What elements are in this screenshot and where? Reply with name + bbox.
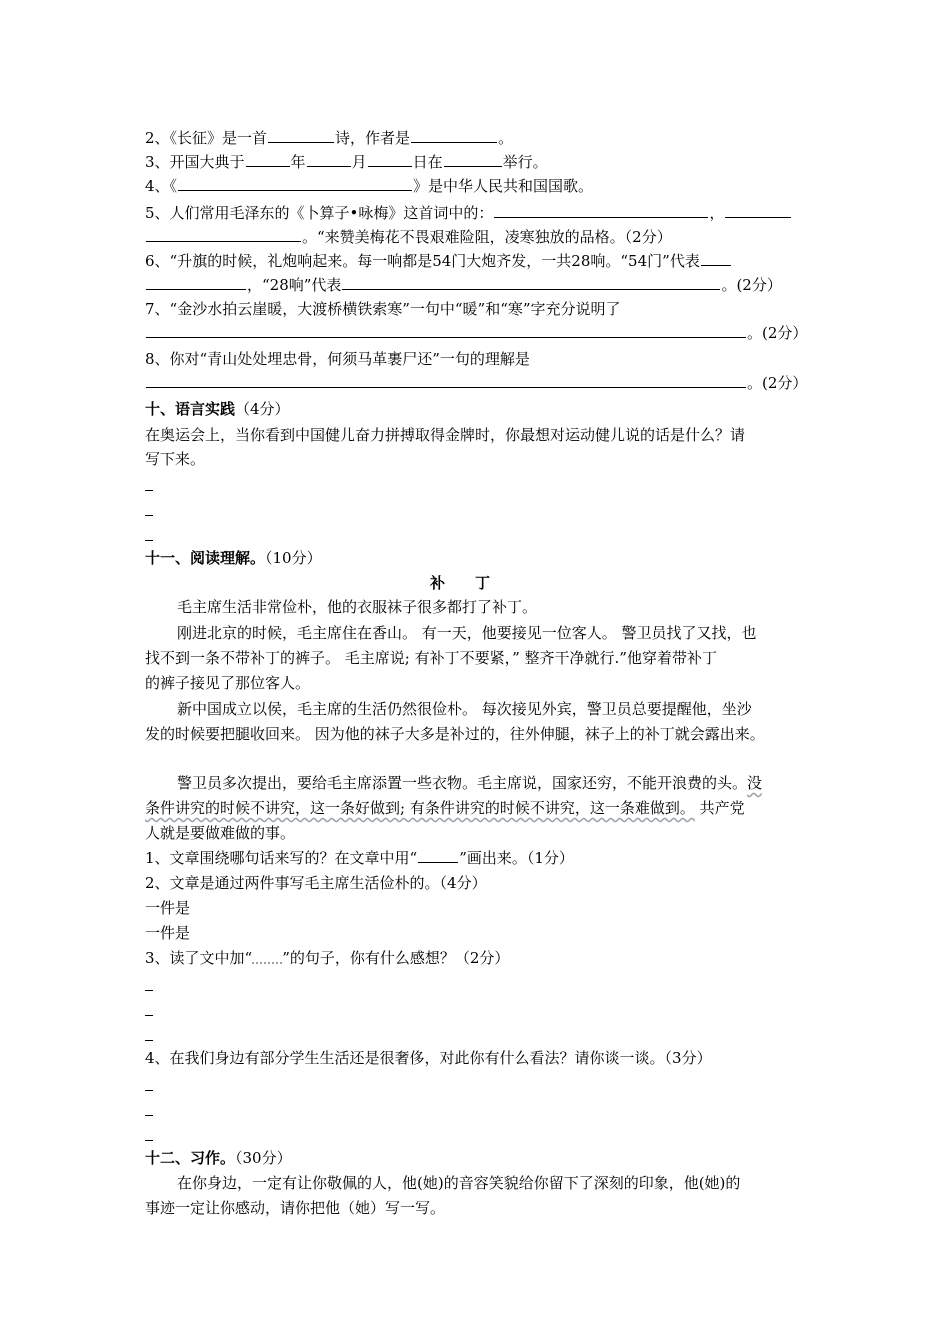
blank xyxy=(411,127,497,143)
answer-line xyxy=(145,990,153,991)
passage-paragraph-cont: 发的时候要把腿收回来。 因为他的袜子大多是补过的，往外伸腿，袜子上的补丁就会露出来。 xyxy=(145,725,765,743)
reading-question-3: 3、读了文中加“ ”的句子，你有什么感想？（2分） xyxy=(145,949,510,967)
question-5-line-1: 5、人们常用毛泽东的《卜算子•咏梅》这首词中的： ， xyxy=(145,202,792,224)
question-7-line-2: 。(2分） xyxy=(145,322,807,344)
section-12-heading: 十二、习作。（30分） xyxy=(145,1149,292,1167)
passage-paragraph-cont: 人就是要做难做的事。 xyxy=(145,824,296,842)
answer-line xyxy=(145,540,153,541)
passage-paragraph: 刚进北京的时候，毛主席住在香山。 有一天，他要接见一位客人。 警卫员找了又找，也 xyxy=(177,624,757,642)
blank xyxy=(494,202,708,218)
question-6-line-2: ，“28响”代表 。(2分） xyxy=(145,274,782,296)
passage-title: 补丁 xyxy=(429,574,520,592)
blank xyxy=(146,322,746,338)
answer-line xyxy=(145,490,153,491)
reading-question-1: 1、文章围绕哪句话来写的？在文章中用“ ”画出来。（1分） xyxy=(145,849,574,867)
answer-line xyxy=(145,515,153,516)
wavy-mark xyxy=(252,954,282,964)
answer-line: 一件是 xyxy=(145,899,191,917)
blank xyxy=(444,151,502,167)
section-10-prompt-2: 写下来。 xyxy=(145,450,206,468)
composition-prompt: 在你身边，一定有让你敬佩的人，他(她)的音容笑貌给你留下了深刻的印象，他(她)的 xyxy=(177,1174,741,1192)
answer-line xyxy=(145,1015,153,1016)
blank xyxy=(246,151,290,167)
section-10-prompt: 在奥运会上，当你看到中国健儿奋力拼搏取得金牌时，你最想对运动健儿说的话是什么？请 xyxy=(145,426,746,444)
blank xyxy=(342,274,720,290)
question-8-line-1: 8、你对“青山处处埋忠骨，何须马革裹尸还”一句的理解是 xyxy=(145,350,530,368)
blank xyxy=(307,151,351,167)
blank xyxy=(725,202,791,218)
question-6-line-1: 6、“升旗的时候，礼炮响起来。每一响都是54门大炮齐发，一共28响。“54门”代表 xyxy=(145,250,732,272)
blank xyxy=(146,274,246,290)
blank xyxy=(178,175,412,191)
question-4: 4、《 》是中华人民共和国国歌。 xyxy=(145,177,594,195)
section-11-heading: 十一、阅读理解。（10分） xyxy=(145,549,322,567)
answer-line: 一件是 xyxy=(145,924,191,942)
passage-paragraph-cont: 的裤子接见了那位客人。 xyxy=(145,674,311,692)
question-2: 2、《长征》是一首 诗，作者是 。 xyxy=(145,129,514,147)
blank xyxy=(368,151,412,167)
question-5-line-2: 。“来赞美梅花不畏艰难险阻，凌寒独放的品格。（2分） xyxy=(145,226,672,248)
composition-prompt-2: 事迹一定让你感动，请你把他（她）写一写。 xyxy=(145,1199,446,1217)
answer-line xyxy=(145,1040,153,1041)
blank xyxy=(268,127,334,143)
passage-paragraph: 新中国成立以侯，毛主席的生活仍然很俭朴。 每次接见外宾，警卫员总要提醒他，坐沙 xyxy=(177,700,752,718)
answer-line xyxy=(145,1115,153,1116)
blank xyxy=(146,226,301,242)
passage-paragraph-cont: 找不到一条不带补丁的裤子。 毛主席说; 有补丁不要紧，” 整齐干净就行.”他穿着带补丁 xyxy=(145,649,717,667)
reading-question-4: 4、在我们身边有部分学生生活还是很奢侈，对此你有什么看法？请你谈一谈。（3分） xyxy=(145,1049,712,1067)
passage-paragraph: 警卫员多次提出，要给毛主席添置一些衣物。毛主席说，国家还穷，不能开浪费的头。没 xyxy=(177,774,763,792)
answer-line xyxy=(145,1090,153,1091)
blank xyxy=(146,372,746,388)
section-10-heading: 十、语言实践（4分） xyxy=(145,400,290,418)
reading-question-2: 2、文章是通过两件事写毛主席生活俭朴的。（4分） xyxy=(145,874,487,892)
answer-line xyxy=(145,1140,153,1141)
passage-paragraph: 毛主席生活非常俭朴，他的衣服袜子很多都打了补丁。 xyxy=(177,598,538,616)
underline-mark xyxy=(418,847,458,863)
question-3: 3、开国大典于 年 月 日在 举行。 xyxy=(145,153,548,171)
question-8-line-2: 。(2分） xyxy=(145,372,807,394)
blank xyxy=(701,250,731,266)
question-7-line-1: 7、“金沙水拍云崖暖，大渡桥横铁索寒”一句中“暖”和“寒”字充分说明了 xyxy=(145,300,621,318)
passage-paragraph-cont: 条件讲究的时候不讲究，这一条好做到; 有条件讲究的时候不讲究，这一条难做到。 共产党 xyxy=(145,799,745,817)
